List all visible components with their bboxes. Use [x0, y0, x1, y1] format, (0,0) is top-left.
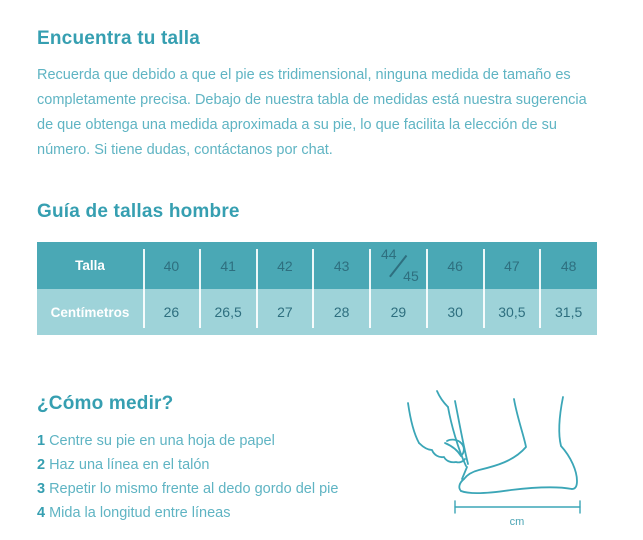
step-number: 1: [37, 433, 46, 449]
step-number: 3: [37, 481, 46, 497]
cm-cell: 31,5: [540, 289, 597, 335]
size-cell: 47: [484, 242, 541, 289]
size-cell-split: [370, 242, 427, 289]
step-text: Mida la longitud entre líneas: [49, 505, 231, 521]
men-size-guide-title: Guía de tallas hombre: [37, 201, 240, 222]
size-cell: 40: [143, 242, 200, 289]
row-header-centimeters: Centímetros: [37, 289, 143, 335]
size-table: [37, 242, 597, 335]
steps-list: [37, 429, 338, 525]
find-size-title: Encuentra tu talla: [37, 28, 201, 49]
step-text: Centre su pie en una hoja de papel: [49, 433, 275, 449]
size-cell: 42: [257, 242, 314, 289]
how-to-measure-section: [37, 393, 607, 537]
foot-measure-illustration: [401, 389, 601, 537]
step-item: [37, 429, 338, 453]
size-cell: 41: [200, 242, 257, 289]
size-split-bottom: 45: [403, 268, 419, 284]
row-header-size: Talla: [37, 242, 143, 289]
size-cell: 43: [313, 242, 370, 289]
cm-cell: 27: [257, 289, 314, 335]
intro-paragraph: Recuerda que debido a que el pie es tridimensional, ninguna medida de tamaño es completamente precisa. Debajo de nuestra tabla de medidas está nuestra sugerencia de que obtenga una medida aproximada a su pie, lo que facilita la elección de su número. Si tiene dudas, contáctanos por chat.: [37, 67, 587, 158]
step-number: 4: [37, 505, 46, 521]
cm-cell: 26: [143, 289, 200, 335]
cm-cell: 26,5: [200, 289, 257, 335]
cm-cell: 30: [427, 289, 484, 335]
size-cell: 48: [540, 242, 597, 289]
cm-cell: 29: [370, 289, 427, 335]
size-split-top: 44: [381, 246, 397, 262]
foot-measure-drawing-icon: [401, 389, 601, 537]
step-item: [37, 477, 338, 501]
step-number: 2: [37, 457, 46, 473]
step-item: [37, 501, 338, 525]
step-text: Haz una línea en el talón: [49, 457, 210, 473]
steps-column: [37, 393, 338, 525]
how-to-measure-title: ¿Cómo medir?: [37, 393, 174, 414]
step-text: Repetir lo mismo frente al dedo gordo del pie: [49, 481, 339, 497]
cm-cell: 28: [313, 289, 370, 335]
size-cell: 46: [427, 242, 484, 289]
cm-cell: 30,5: [484, 289, 541, 335]
cm-label: cm: [509, 516, 525, 528]
step-item: [37, 453, 338, 477]
